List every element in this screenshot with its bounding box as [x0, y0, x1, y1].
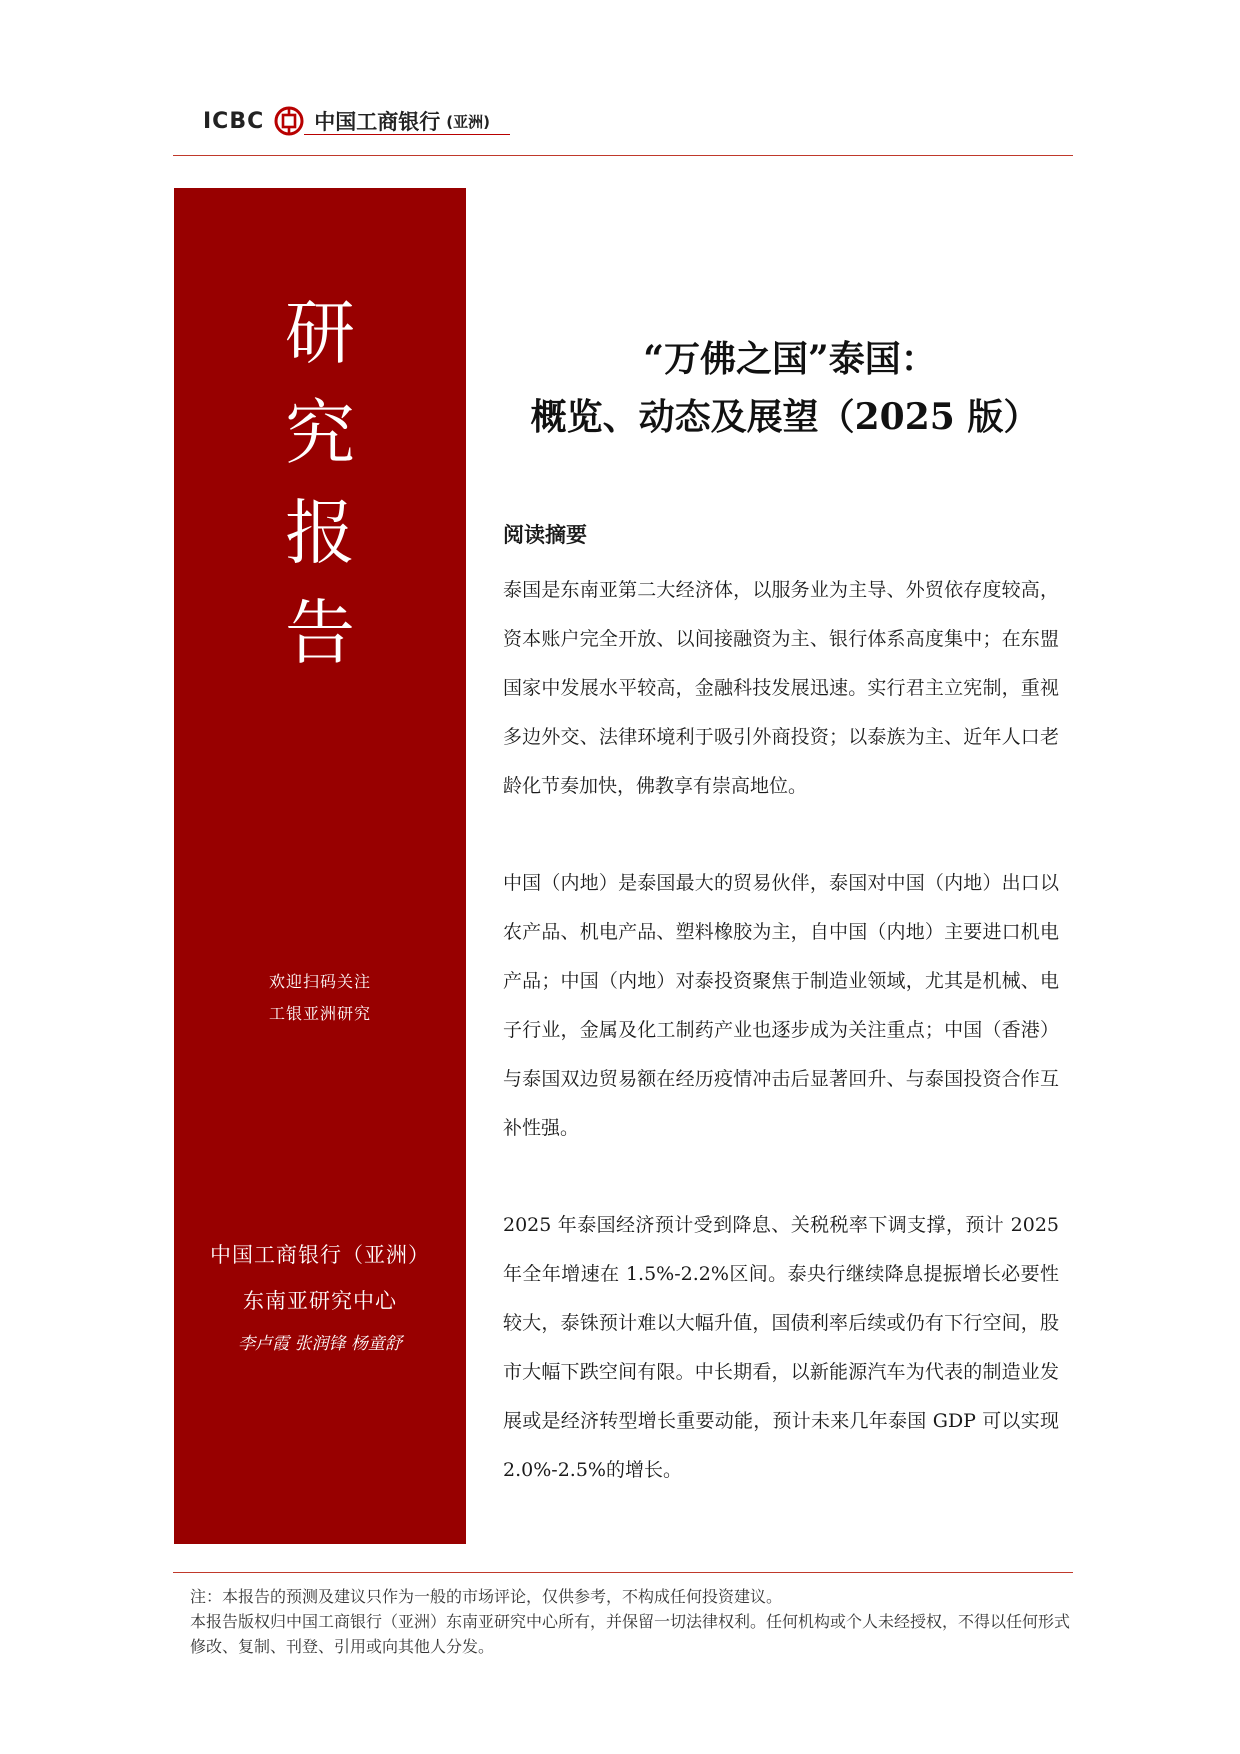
title-char: 报 [285, 492, 355, 574]
report-title-line2: 概览、动态及展望（2025 版） [530, 396, 1040, 438]
footer-line: 本报告版权归中国工商银行（亚洲）东南亚研究中心所有，并保留一切法律权利。任何机构或个人未经授权，不得以任何形式修改、复制、刊登、引用或向其他人分发。 [190, 1612, 1071, 1656]
qr-note-line: 工银亚洲研究 [268, 1004, 371, 1023]
organization-block [174, 1232, 466, 1364]
title-char: 研 [285, 292, 355, 374]
abstract-paragraph: 中国（内地）是泰国最大的贸易伙伴，泰国对中国（内地）出口以农产品、机电产品、塑料橡胶为主，自中国（内地）主要进口机电产品；中国（内地）对泰投资聚焦于制造业领域，尤其是机械、电子行业，金属及化工制药产业也逐步成为关注重点；中国（香港）与泰国双边贸易额在经历疫情冲击后显著回升、与泰国投资合作互补性强。 [503, 872, 1059, 1139]
logo-latin-text: ICBC [203, 108, 265, 134]
org-department: 东南亚研究中心 [243, 1289, 397, 1313]
abstract-section [503, 518, 1059, 1543]
side-panel [174, 188, 466, 1544]
abstract-heading: 阅读摘要 [503, 522, 587, 547]
abstract-paragraph: 2025 年泰国经济预计受到降息、关税税率下调支撑，预计 2025 年全年增速在 1.5%-2.2%区间。泰央行继续降息提振增长必要性较大，泰铢预计难以大幅升值，国债利率后续或仍有下行空间，股市大幅下跌空间有限。中长期看，以新能源汽车为代表的制造业发展或是经济转型增长重要动能，预计未来几年泰国 GDP 可以实现 2.0%-2.5%的增长。 [503, 1214, 1059, 1481]
footer-disclaimer [190, 1584, 1070, 1659]
report-type-title [174, 283, 466, 683]
header-logo [203, 104, 490, 138]
icbc-emblem-icon [274, 106, 304, 136]
title-char: 告 [285, 592, 355, 674]
logo-underline [304, 134, 510, 135]
report-title [500, 330, 1080, 446]
authors: 李卢霞 张润锋 杨童舒 [238, 1334, 402, 1354]
footer-rule [173, 1572, 1073, 1573]
report-title-line1: “万佛之国”泰国： [643, 338, 937, 380]
footer-line: 注：本报告的预测及建议只作为一般的市场评论，仅供参考，不构成任何投资建议。 [190, 1587, 783, 1606]
title-char: 究 [285, 392, 355, 474]
qr-note [174, 966, 466, 1030]
abstract-paragraph: 泰国是东南亚第二大经济体，以服务业为主导、外贸依存度较高，资本账户完全开放、以间接融资为主、银行体系高度集中；在东盟国家中发展水平较高，金融科技发展迅速。实行君主立宪制，重视多边外交、法律环境利于吸引外商投资；以泰族为主、近年人口老龄化节奏加快，佛教享有崇高地位。 [503, 579, 1059, 797]
header-rule [173, 155, 1073, 156]
logo-region-text: (亚洲) [446, 112, 490, 131]
qr-note-line: 欢迎扫码关注 [268, 972, 371, 991]
logo-chinese-text: 中国工商银行 [314, 110, 441, 134]
org-name: 中国工商银行（亚洲） [210, 1243, 430, 1267]
